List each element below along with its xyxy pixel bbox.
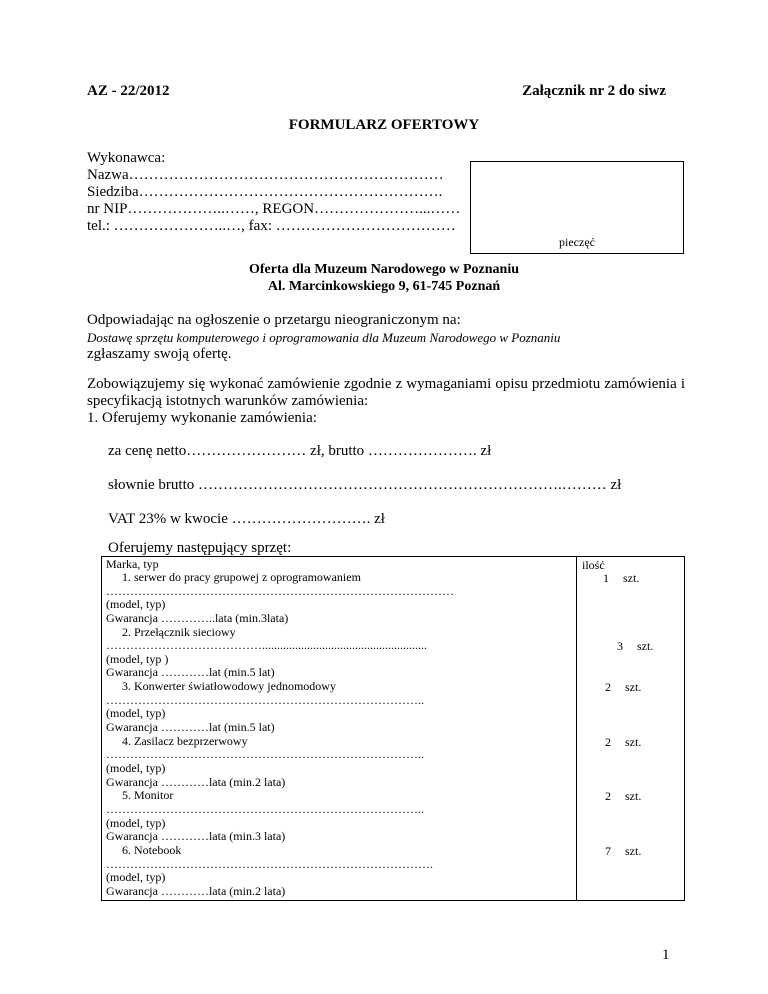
equipment-item-model-label: (model, typ) bbox=[106, 870, 166, 885]
equipment-item-warranty: Gwarancja …………lat (min.5 lat) bbox=[106, 719, 275, 734]
equipment-item-warranty: Gwarancja …………lata (min.2 lata) bbox=[106, 883, 286, 898]
equipment-heading: Oferujemy następujący sprzęt: bbox=[108, 540, 292, 556]
equipment-item-fill-line: …………………………………………………………………….. bbox=[106, 692, 424, 707]
tender-subject: Dostawę sprzętu komputerowego i oprogramowania dla Muzeum Narodowego w Poznaniu bbox=[87, 330, 561, 345]
stamp-label: pieczęć bbox=[559, 235, 595, 249]
equipment-item-row bbox=[102, 735, 686, 790]
equipment-item-unit: szt. bbox=[625, 789, 642, 804]
equipment-item-row bbox=[102, 844, 686, 899]
equipment-item-quantity: 2 bbox=[605, 680, 611, 695]
stamp-box bbox=[470, 161, 684, 254]
equipment-item-fill-line: …………………………………………………………………………… bbox=[106, 583, 454, 598]
equipment-item-warranty: Gwarancja …………lata (min.2 lata) bbox=[106, 774, 286, 789]
equipment-item-model-label: (model, typ) bbox=[106, 815, 166, 830]
equipment-item-quantity: 2 bbox=[605, 734, 611, 749]
equipment-item-warranty: Gwarancja …………lata (min.3 lata) bbox=[106, 829, 286, 844]
commitment-point-1: 1. Oferujemy wykonanie zamówienia: bbox=[87, 410, 317, 426]
equipment-item-name: 4. Zasilacz bezprzerwowy bbox=[122, 733, 248, 748]
equipment-item-quantity: 3 bbox=[617, 638, 623, 653]
price-net-gross: za cenę netto…………………… zł, brutto …………………. zł bbox=[108, 443, 492, 459]
price-in-words: słownie brutto ……………………………………………………………….……… zł bbox=[108, 477, 622, 493]
equipment-item-row bbox=[102, 626, 686, 681]
equipment-item-model-label: (model, typ) bbox=[106, 597, 166, 612]
offer-recipient-line1: Oferta dla Muzeum Narodowego w Poznaniu bbox=[249, 262, 519, 277]
contractor-name-field: Nazwa……………………………………………………… bbox=[87, 167, 444, 183]
contractor-label: Wykonawca: bbox=[87, 150, 166, 166]
equipment-item-row bbox=[102, 571, 686, 626]
document-reference: AZ - 22/2012 bbox=[87, 83, 170, 99]
equipment-item-model-label: (model, typ ) bbox=[106, 651, 169, 666]
contractor-seat-field: Siedziba……………………………………………………. bbox=[87, 184, 443, 200]
intro-closing: zgłaszamy swoją ofertę. bbox=[87, 346, 232, 362]
equipment-item-fill-line: ………………………………………………………………………. bbox=[106, 856, 433, 871]
equipment-item-row bbox=[102, 789, 686, 844]
equipment-item-warranty: Gwarancja …………lat (min.5 lat) bbox=[106, 665, 275, 680]
equipment-item-name: 2. Przełącznik sieciowy bbox=[122, 624, 236, 639]
equipment-item-name: 6. Notebook bbox=[122, 843, 182, 857]
equipment-item-unit: szt. bbox=[625, 734, 642, 749]
form-title: FORMULARZ OFERTOWY bbox=[288, 117, 480, 133]
equipment-item-name: 1. serwer do pracy grupowej z oprogramowaniem bbox=[122, 570, 361, 584]
equipment-item-quantity: 2 bbox=[605, 789, 611, 804]
equipment-item-model-label: (model, typ) bbox=[106, 706, 166, 721]
column-header-brand: Marka, typ bbox=[106, 557, 159, 571]
equipment-item-unit: szt. bbox=[625, 680, 642, 695]
intro-text: Odpowiadając na ogłoszenie o przetargu nieograniczonym na: bbox=[87, 312, 461, 328]
equipment-item-fill-line: …………………………………………………………………….. bbox=[106, 747, 424, 762]
equipment-table bbox=[101, 556, 685, 901]
equipment-item-row bbox=[102, 680, 686, 735]
equipment-item-unit: szt. bbox=[623, 571, 640, 585]
equipment-item-quantity: 1 bbox=[603, 571, 609, 585]
vat-amount: VAT 23% w kwocie ………………………. zł bbox=[108, 511, 385, 527]
equipment-item-model-label: (model, typ) bbox=[106, 760, 166, 775]
equipment-item-fill-line: …………………………………....................................................... bbox=[106, 638, 427, 653]
equipment-item-unit: szt. bbox=[637, 638, 654, 653]
equipment-item-warranty: Gwarancja …………..lata (min.3lata) bbox=[106, 610, 289, 625]
equipment-item-unit: szt. bbox=[625, 844, 642, 858]
offer-recipient-line2: Al. Marcinkowskiego 9, 61-745 Poznań bbox=[267, 279, 501, 294]
equipment-item-quantity: 7 bbox=[605, 844, 611, 858]
equipment-item-fill-line: …………………………………………………………………….. bbox=[106, 801, 424, 816]
attachment-label: Załącznik nr 2 do siwz bbox=[522, 83, 666, 99]
column-header-quantity: ilość bbox=[582, 558, 605, 572]
contractor-nip-regon-field: nr NIP………………..……, REGON…………………...…… bbox=[87, 201, 461, 217]
equipment-item-name: 3. Konwerter światłowodowy jednomodowy bbox=[122, 679, 336, 694]
commitment-text: Zobowiązujemy się wykonać zamówienie zgodnie z wymaganiami opisu przedmiotu zamówienia i specyfikacją istotnych warunków zamówienia: bbox=[87, 376, 685, 409]
contractor-tel-fax-field: tel.: …………………..…, fax: ……………………………… bbox=[87, 218, 456, 234]
page-number: 1 bbox=[662, 947, 670, 963]
equipment-item-name: 5. Monitor bbox=[122, 788, 174, 803]
